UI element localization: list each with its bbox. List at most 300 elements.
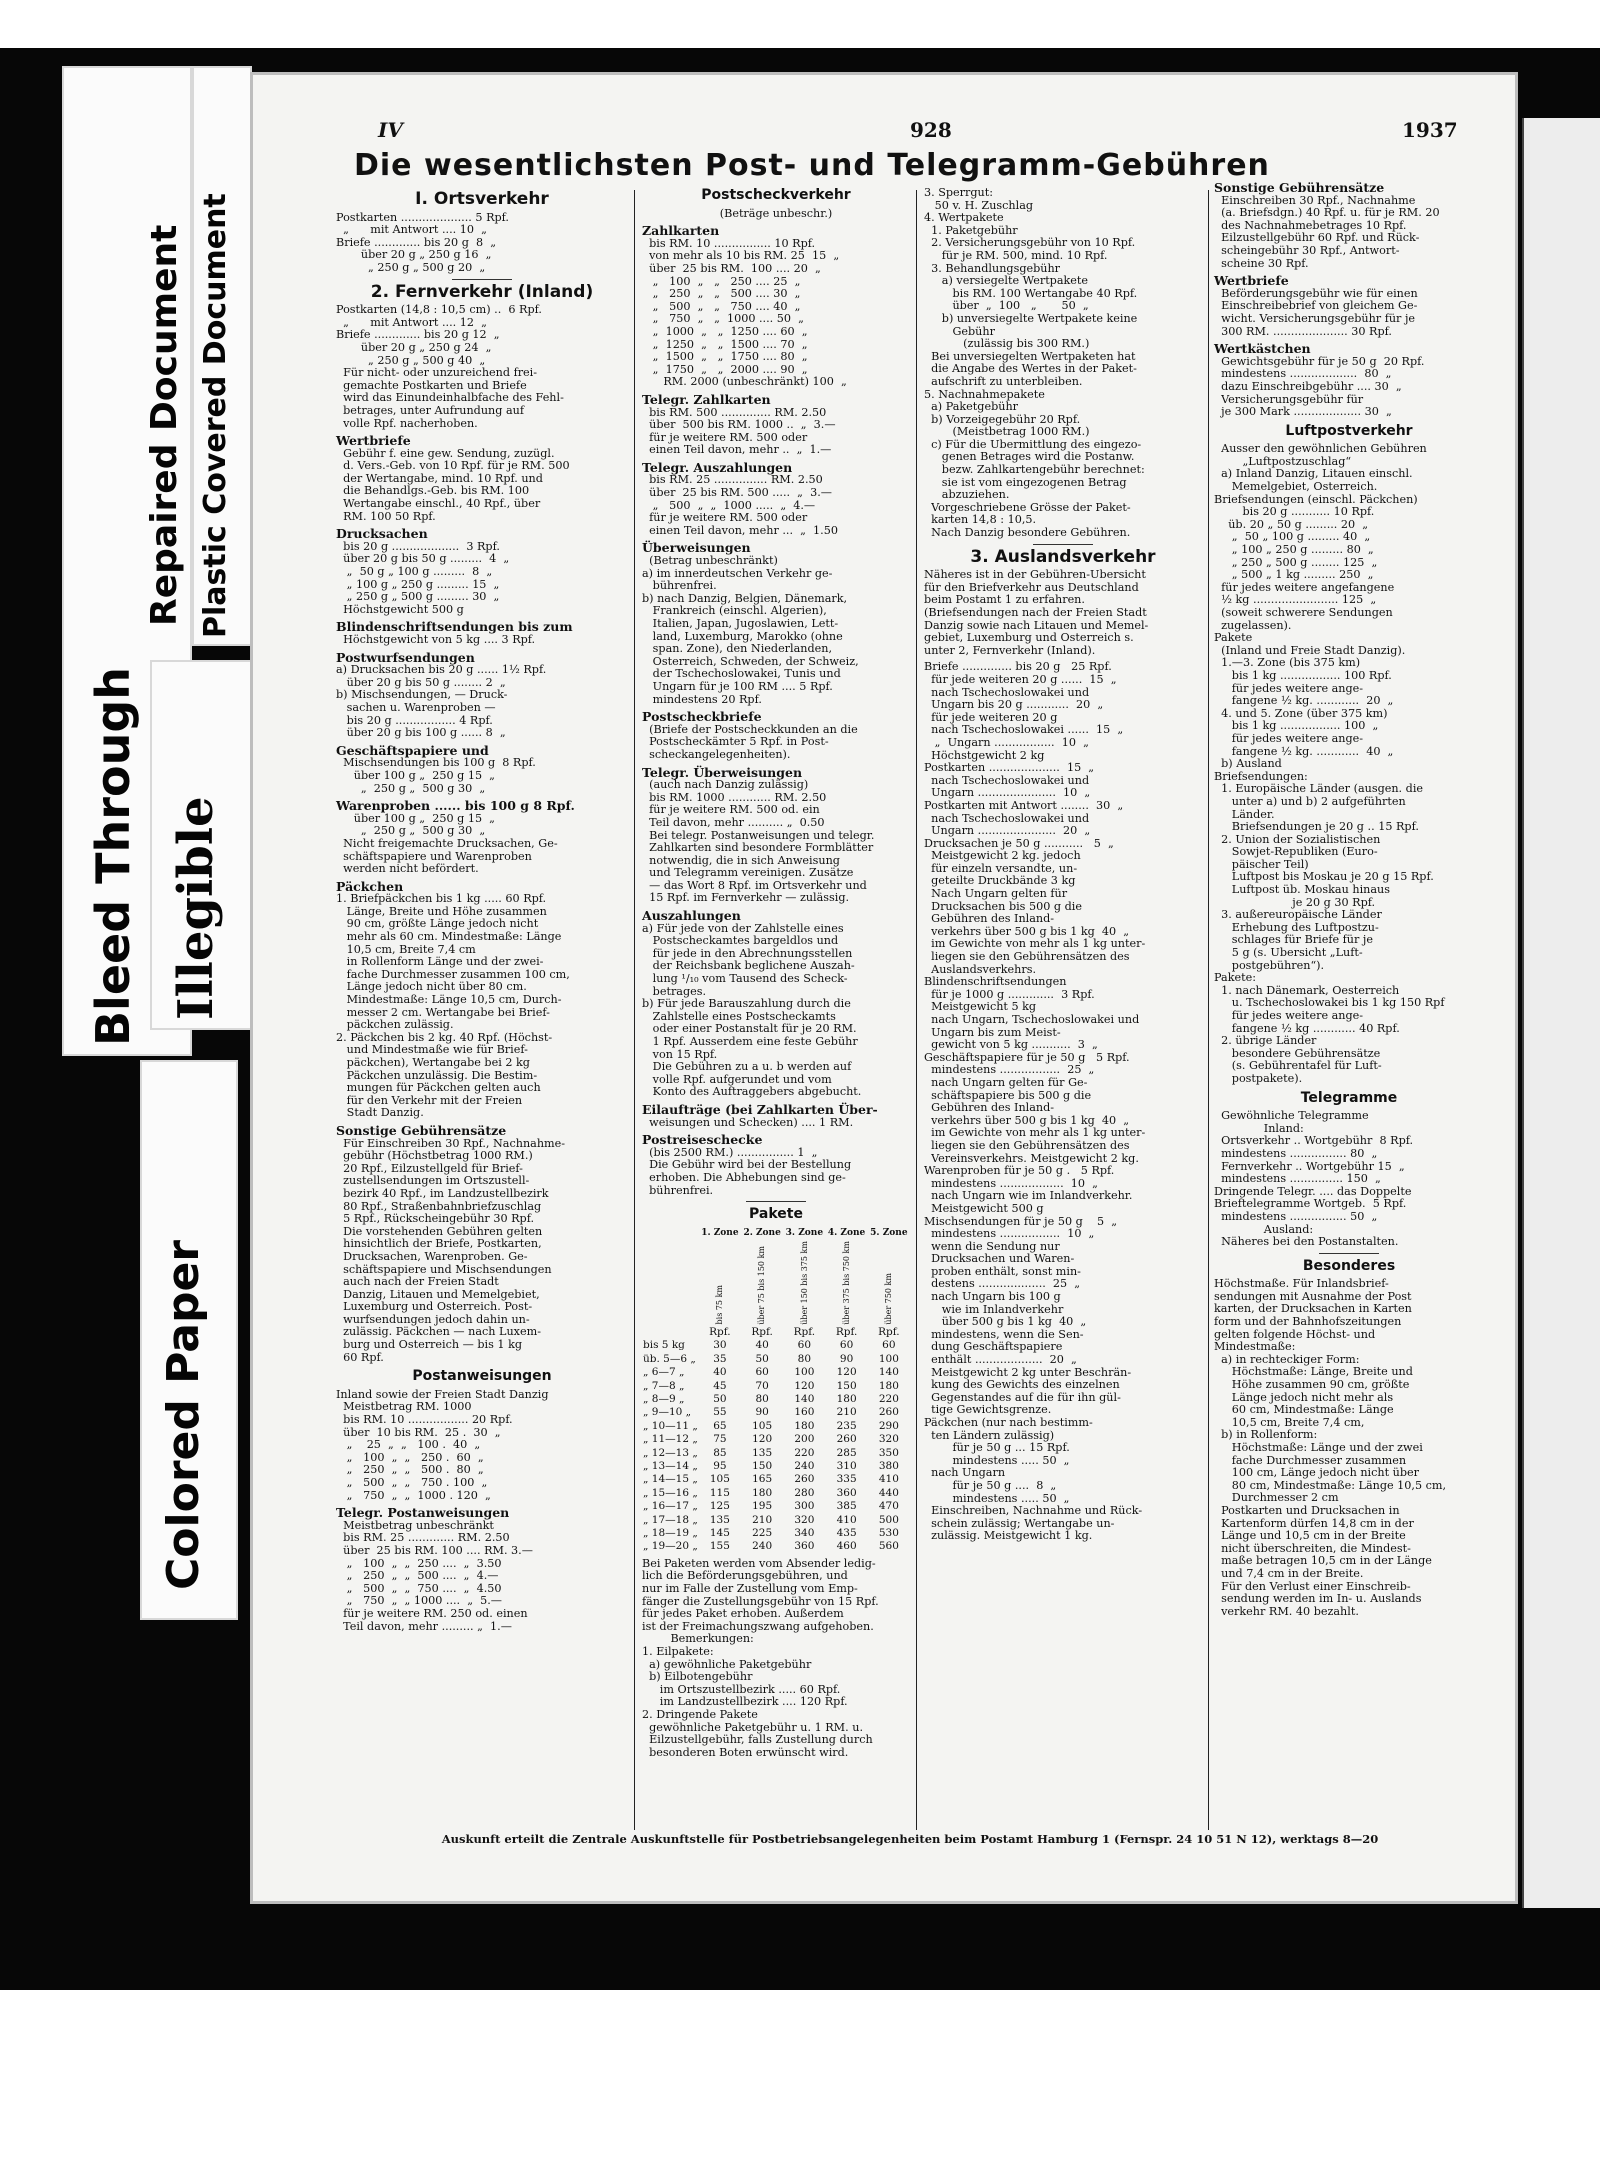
text-line: bis 20 g ................... 3 Rpf. [336, 540, 500, 553]
text-line: Konto des Auftraggebers abgebucht. [642, 1086, 862, 1099]
text-line: 10,5 cm, Breite 7,4 cm, [1214, 1416, 1365, 1429]
table-cell: 155 [709, 1540, 730, 1553]
page-number: 928 [910, 118, 952, 142]
text-line: päischer Teil) [1214, 858, 1309, 871]
text-line: „ 50 „ 100 g ......... 40 „ [1214, 531, 1371, 544]
table-cell: 320 [794, 1513, 815, 1526]
table-cell: 140 [878, 1366, 899, 1379]
text-line: 300 RM. ..................... 30 Rpf. [1214, 325, 1392, 338]
text-line: Teil davon, mehr ......... „ 1.— [336, 1620, 512, 1633]
text-line: notwendig, die in sich Anweisung [642, 854, 840, 867]
text-line: Postkarten .................... 15 „ [924, 762, 1095, 775]
table-cell: „ 10—11 „ [643, 1419, 698, 1432]
text-line: bis RM. 100 Wertangabe 40 Rpf. [924, 287, 1138, 300]
text-line: lung ¹/₁₀ vom Tausend des Scheck- [642, 973, 848, 986]
text-line: über 20 g „ 250 g 24 „ [336, 341, 492, 354]
table-cell: 140 [794, 1392, 815, 1405]
table-cell: 360 [836, 1486, 857, 1499]
text-line: liegen sie den Gebührensätzen des [924, 1139, 1130, 1152]
auslandsverkehr-intro [924, 569, 1202, 657]
text-line: Gewöhnliche Telegramme [1214, 1110, 1369, 1123]
document-page [250, 72, 1518, 1904]
table-row [642, 1473, 910, 1486]
text-line: „ 250 „ „ 500 .... „ 4.— [336, 1570, 499, 1583]
text-line: volle Rpf. aufgerundet und vom [642, 1073, 832, 1086]
table-cell: „ 16—17 „ [643, 1500, 698, 1513]
text-line: Die vorstehenden Gebühren gelten [336, 1225, 543, 1238]
text-line: 2. Dringende Pakete [642, 1708, 758, 1721]
text-line: tige Gewichtsgrenze. [924, 1404, 1052, 1417]
text-line: Zahlstelle eines Postscheckamts [642, 1010, 836, 1023]
text-line: Meistbetrag unbeschränkt [336, 1519, 494, 1532]
table-cell: 225 [752, 1526, 773, 1539]
table-row [642, 1433, 910, 1446]
text-line: päckchen zulässig. [336, 1019, 454, 1032]
unit-header: Rpf. [793, 1325, 816, 1338]
text-line: 2. übrige Länder [1214, 1035, 1317, 1048]
text-line: mindestens 20 Rpf. [642, 693, 762, 706]
text-line: a) Drucksachen bis 20 g ...... 1½ Rpf. [336, 664, 547, 677]
text-line: Päckchen (nur nach bestimm- [924, 1417, 1093, 1429]
zone-header: 4. Zone [827, 1227, 866, 1238]
table-cell: 45 [713, 1379, 727, 1392]
text-line: wie im Inlandverkehr [924, 1303, 1064, 1316]
text-line: (soweit schwerere Sendungen [1214, 607, 1393, 619]
text-line: Drucksachen und Waren- [924, 1253, 1075, 1266]
table-cell: 150 [752, 1459, 773, 1472]
table-cell: 40 [755, 1339, 769, 1352]
eilauftraege-lines [642, 1117, 910, 1130]
table-cell: 200 [794, 1433, 815, 1446]
text-line: 1.—3. Zone (bis 375 km) [1214, 657, 1361, 670]
table-cell: 95 [713, 1459, 727, 1472]
text-line: gemachte Postkarten und Briefe [336, 379, 527, 392]
text-line: Gebühr f. eine gew. Sendung, zuzügl. [336, 447, 555, 460]
text-line: „ 500 „ 1 kg ......... 250 „ [1214, 569, 1374, 582]
telegramme-lines [1214, 1110, 1484, 1249]
text-line: Eilzustellgebühr, falls Zustellung durch [642, 1734, 873, 1747]
label-card-colored-paper [140, 1060, 238, 1620]
text-line: über 10 bis RM. 25 . 30 „ [336, 1426, 501, 1439]
text-line: Bemerkungen: [642, 1633, 754, 1646]
text-line: 80 cm, Mindestmaße: Länge 10,5 cm, [1214, 1479, 1447, 1492]
text-line: dung Geschäftspapiere [924, 1341, 1063, 1354]
table-cell: 120 [836, 1366, 857, 1379]
text-line: oder einer Postanstalt für je 20 RM. [642, 1023, 857, 1036]
text-line: Dringende Telegr. .... das Doppelte [1214, 1185, 1412, 1198]
text-line: Briefe .............. bis 20 g 25 Rpf. [924, 661, 1112, 674]
text-line: Höhe zusammen 90 cm, größte [1214, 1379, 1410, 1392]
text-line: nicht überschreiten, die Mindest- [1214, 1542, 1411, 1555]
label-bleed-through: Bleed Through [86, 666, 140, 1046]
text-line: 1. Europäische Länder (ausgen. die [1214, 783, 1424, 796]
text-line: Inland: [1214, 1122, 1304, 1135]
text-line: Höchstmaße: Länge, Breite und [1214, 1366, 1413, 1379]
text-line: Die Gebühr wird bei der Bestellung [642, 1159, 852, 1172]
subtitle-warenproben: Warenproben ...... bis 100 g 8 Rpf. [336, 798, 575, 814]
table-cell: 180 [752, 1486, 773, 1499]
zone-distance: bis 75 km [715, 1285, 725, 1325]
text-line: c) Für die Übermittlung des eingezo- [924, 438, 1142, 451]
text-line: gebiet, Luxemburg und Österreich s. [924, 632, 1134, 645]
table-cell: 35 [713, 1352, 727, 1365]
text-line: maße betragen 10,5 cm in der Länge [1214, 1555, 1432, 1568]
text-line: Briefsendungen je 20 g .. 15 Rpf. [1214, 821, 1419, 834]
text-line: bis 1 kg ................. 100 Rpf. [1214, 669, 1392, 682]
table-cell: 360 [794, 1540, 815, 1553]
text-line: Durchmesser 2 cm [1214, 1492, 1339, 1505]
text-line: über 20 g bis 50 g ......... 4 „ [336, 553, 510, 566]
text-line: Länge jedoch nicht über 80 cm. [336, 981, 527, 994]
table-cell: üb. 5—6 „ [643, 1352, 696, 1365]
page-title: Die wesentlichsten Post- und Telegramm-Gebühren [354, 148, 1270, 183]
subtitle-sonstige: Sonstige Gebührensätze [336, 1122, 507, 1138]
zone-distance: über 75 bis 150 km [757, 1246, 767, 1325]
table-cell: 120 [752, 1433, 773, 1446]
table-cell: 85 [713, 1446, 727, 1459]
text-line: mehr als 60 cm. Mindestmaße: Länge [336, 931, 562, 944]
text-line: Bei telegr. Postanweisungen und telegr. [642, 829, 875, 842]
telegr-zahlkarten-lines [642, 407, 910, 457]
text-line: der Wertangabe, mind. 10 Rpf. und [336, 472, 543, 485]
table-cell: „ 12—13 „ [643, 1446, 698, 1459]
text-line: Länge jedoch nicht mehr als [1214, 1391, 1394, 1404]
text-line: Ungarn ...................... 20 „ [924, 825, 1091, 838]
table-row [642, 1514, 910, 1527]
text-line: „ 750 „ „ 1000 . 120 „ [336, 1489, 491, 1502]
text-line: 20 Rpf., Eilzustellgeld für Brief- [336, 1162, 523, 1175]
table-cell: 210 [752, 1513, 773, 1526]
text-line: „ 100 „ 250 g ......... 80 „ [1214, 544, 1374, 557]
text-line: postpakete). [1214, 1072, 1303, 1085]
text-line: b) Vorzeigegebühr 20 Rpf. [924, 413, 1081, 426]
text-line: 10,5 cm, Breite 7,4 cm [336, 943, 476, 956]
table-cell: 290 [878, 1419, 899, 1432]
text-line: päckchen), Wertangabe bei 2 kg [336, 1057, 530, 1069]
text-line: a) gewöhnliche Paketgebühr [642, 1658, 812, 1671]
text-line: mindestens ................... 80 „ [1214, 368, 1392, 381]
text-line: Einschreiben, Nachnahme und Rück- [924, 1505, 1143, 1518]
subtitle-ueberweisungen: Überweisungen [642, 540, 751, 556]
text-line: „ 250 „ „ 500 .... 30 „ [642, 288, 801, 301]
text-line: Versicherungsgebühr für [1214, 393, 1364, 406]
subtitle-postreiseschecke: Postreiseschecke [642, 1132, 763, 1148]
subtitle-sonstige-ausland: Sonstige Gebührensätze [1214, 180, 1385, 195]
text-line: Höchstmaße. Für Inlandsbrief- [1214, 1278, 1389, 1291]
table-cell: 60 [755, 1366, 769, 1379]
text-line: Vorgeschriebene Grösse der Paket- [924, 501, 1131, 514]
text-line: wird das Einundeinhalbfache des Fehl- [336, 392, 564, 405]
table-cell: „ 18—19 „ [643, 1526, 698, 1539]
zone-distance: über 150 bis 375 km [799, 1241, 809, 1325]
text-line: Einschreiben 30 Rpf., Nachnahme [1214, 194, 1416, 207]
text-line: zulässig. Päckchen — nach Luxem- [336, 1326, 541, 1339]
text-line: fangene ½ kg. ............ 40 „ [1214, 745, 1394, 758]
text-line: genen Betrages wird die Postanw. [924, 451, 1135, 464]
text-line: besonderen Boten erwünscht wird. [642, 1746, 849, 1759]
wertpakete-lines [924, 187, 1202, 540]
text-line: bis RM. 1000 ............ RM. 2.50 [642, 791, 827, 804]
text-line: destens ................... 25 „ [924, 1278, 1081, 1291]
text-line: Sowjet-Republiken (Euro- [1214, 846, 1378, 859]
table-cell: „ 14—15 „ [643, 1473, 698, 1486]
text-line: „ 1000 „ „ 1250 .... 60 „ [642, 325, 808, 338]
label-colored-paper: Colored Paper [158, 1240, 209, 1590]
zone-distance: über 750 km [884, 1273, 894, 1325]
text-line: wurfsendungen jedoch dahin un- [336, 1313, 530, 1326]
sonstige-lines [336, 1138, 628, 1365]
text-line: d. Vers.-Geb. von 10 Rpf. für je RM. 500 [336, 460, 570, 473]
text-line: Länge und 10,5 cm in der Breite [1214, 1530, 1406, 1543]
text-line: 2. Versicherungsgebühr von 10 Rpf. [924, 237, 1136, 250]
ortsverkehr-lines [336, 212, 628, 275]
subtitle-telegr-auszahlungen: Telegr. Auszahlungen [642, 459, 793, 475]
wertbriefe-lines [336, 448, 628, 524]
text-line: 1. nach Dänemark, Oesterreich [1214, 984, 1400, 997]
subtitle-drucksachen: Drucksachen [336, 526, 428, 542]
pakete-rate-table [642, 1227, 910, 1554]
text-line: 50 v. H. Zuschlag [924, 199, 1034, 212]
table-cell: 50 [755, 1352, 769, 1365]
table-cell: 410 [836, 1513, 857, 1526]
text-line: über 500 bis RM. 1000 .. „ 3.— [642, 419, 836, 432]
text-line: nach Ungarn [924, 1467, 1006, 1480]
text-line: „ 100 „ „ 250 .... „ 3.50 [336, 1557, 502, 1570]
text-line: schäftspapiere und Mischsendungen [336, 1263, 552, 1276]
text-line: (Betrag unbeschränkt) [642, 555, 778, 568]
telegr-ueberweisungen-lines [642, 779, 910, 905]
column-1 [336, 187, 628, 1633]
text-line: Länge, Breite und Höhe zusammen [336, 905, 547, 918]
text-line: „ 250 g „ 500 g 40 „ [336, 354, 486, 367]
unit-header: Rpf. [835, 1325, 858, 1338]
section-title-postscheck: Postscheckverkehr [701, 187, 851, 203]
roman-page-number: IV [378, 118, 403, 142]
text-line: des Nachnahmebetrages 10 Rpf. [1214, 219, 1407, 232]
text-line: mindestens ..... 50 „ [924, 1454, 1070, 1467]
text-line: Mischsendungen bis 100 g 8 Rpf. [336, 757, 536, 770]
text-line: für jedes weitere ange- [1214, 1010, 1364, 1022]
text-line: Danzig sowie nach Litauen und Memel- [924, 619, 1149, 632]
table-cell: 460 [836, 1540, 857, 1553]
text-line: Für nicht- oder unzureichend frei- [336, 367, 538, 380]
table-cell: 30 [713, 1339, 727, 1352]
table-row [642, 1339, 910, 1352]
subtitle-postwurf: Postwurfsendungen [336, 649, 475, 665]
text-line: bis 20 g ........... 10 Rpf. [1214, 506, 1375, 519]
text-line: liegen sie den Gebührensätzen des [924, 951, 1130, 964]
text-line: (Meistbetrag 1000 RM.) [924, 426, 1090, 439]
text-line: — das Wort 8 Rpf. im Ortsverkehr und [642, 879, 867, 892]
table-cell: 320 [878, 1433, 899, 1446]
text-line: schäftspapiere bis 500 g die [924, 1089, 1092, 1102]
text-line: 1 Rpf. Ausserdem eine feste Gebühr [642, 1036, 858, 1048]
text-line: zugelassen). [1214, 619, 1292, 632]
text-line: verkehrs über 500 g bis 1 kg 40 „ [924, 925, 1130, 938]
text-line: nach Tschechoslowakei und [924, 686, 1090, 699]
text-line: bezirk 40 Rpf., im Landzustellbezirk [336, 1187, 549, 1200]
text-line: bis RM. 25 ............... RM. 2.50 [642, 474, 823, 487]
text-line: mindestens ................ 50 „ [1214, 1210, 1378, 1223]
text-line: nach Ungarn bis 100 g [924, 1291, 1061, 1304]
text-line: für je weitere RM. 250 od. einen [336, 1607, 528, 1620]
section-title-pakete: Pakete [749, 1206, 803, 1223]
text-line: u. Tschechoslowakei bis 1 kg 150 Rpf [1214, 997, 1445, 1010]
zone-header: 5. Zone [870, 1227, 908, 1238]
text-line: karten 14,8 : 10,5. [924, 514, 1037, 527]
warenproben-lines [336, 813, 628, 876]
table-row [642, 1527, 910, 1540]
text-line: b) unversiegelte Wertpakete keine [924, 312, 1138, 325]
text-line: karten, der Drucksachen in Karten [1214, 1303, 1412, 1316]
subtitle-auszahlungen: Auszahlungen [642, 908, 741, 924]
table-cell: 80 [797, 1352, 812, 1365]
table-cell: 285 [836, 1446, 857, 1459]
text-line: schäftspapiere und Warenproben [336, 850, 532, 863]
text-line: Ortsverkehr .. Wortgebühr 8 Rpf. [1214, 1135, 1414, 1148]
text-line: postgebühren“). [1214, 959, 1325, 972]
text-line: Höchstgewicht von 5 kg .... 3 Rpf. [336, 634, 536, 646]
table-row [642, 1353, 910, 1366]
label-plastic-covered-document: Plastic Covered Document [198, 193, 233, 638]
text-line: b) nach Danzig, Belgien, Dänemark, [642, 592, 848, 605]
table-cell: 135 [709, 1513, 730, 1526]
table-cell: „ 13—14 „ [643, 1459, 698, 1472]
ueberweisungen-lines [642, 555, 910, 706]
text-line: a) Paketgebühr [924, 401, 1018, 414]
text-line: 5 Rpf., Rückscheingebühr 30 Rpf. [336, 1213, 535, 1226]
text-line: Länder. [1214, 808, 1275, 821]
text-line: sendung werden im In- u. Auslands [1214, 1593, 1422, 1606]
text-line: Mischsendungen für je 50 g 5 „ [924, 1215, 1118, 1228]
table-cell: „ 15—16 „ [643, 1486, 698, 1499]
text-line: Mindestmaße: Länge 10,5 cm, Durch- [336, 994, 562, 1007]
text-line: Bei Paketen werden vom Absender ledig- [642, 1557, 876, 1570]
text-line: a) in rechteckiger Form: [1214, 1353, 1360, 1366]
text-line: für je RM. 500, mind. 10 Rpf. [924, 249, 1108, 262]
column-3 [924, 187, 1202, 1543]
table-cell: 380 [878, 1459, 899, 1472]
label-card-plastic [192, 66, 252, 646]
text-line: hinsichtlich der Briefe, Postkarten, [336, 1238, 542, 1251]
text-line: Gebühren des Inland- [924, 913, 1055, 926]
text-line: burg und Österreich — bis 1 kg [336, 1339, 523, 1352]
text-line: über 20 g „ 250 g 16 „ [336, 249, 492, 262]
luftpost-lines [1214, 443, 1484, 1085]
text-line: Luftpost bis Moskau je 20 g 15 Rpf. [1214, 871, 1434, 884]
text-line: bis 1 kg ................. 100 „ [1214, 720, 1379, 733]
text-line: 1. Eilpakete: [642, 1645, 714, 1658]
table-cell: 180 [836, 1392, 857, 1405]
text-line: Höchstgewicht 2 kg [924, 749, 1045, 762]
text-line: für einzeln versandte, un- [924, 862, 1078, 875]
text-line: Danzig, Litauen und Memelgebiet, [336, 1288, 540, 1301]
table-row [642, 1406, 910, 1419]
text-line: ist der Freimachungszwang aufgehoben. [642, 1620, 874, 1633]
table-cell: 180 [878, 1379, 899, 1392]
text-line: besondere Gebührensätze [1214, 1047, 1381, 1060]
text-line: nur im Falle der Zustellung vom Emp- [642, 1582, 858, 1595]
text-line: RM. 2000 (unbeschränkt) 100 „ [642, 376, 847, 389]
zone-header: 2. Zone [743, 1227, 781, 1238]
text-line: und Mindestmaße wie für Brief- [336, 1044, 528, 1057]
text-line: 4. und 5. Zone (über 375 km) [1214, 707, 1388, 720]
text-line: form und der Bahnhofszeitungen [1214, 1316, 1402, 1329]
text-line: für je 1000 g ............. 3 Rpf. [924, 988, 1095, 1001]
text-line: über 20 g bis 100 g ...... 8 „ [336, 727, 506, 740]
label-illegible: Illegible [168, 796, 224, 1020]
text-line: Nach Ungarn gelten für [924, 888, 1068, 901]
table-cell: 260 [878, 1406, 899, 1419]
text-line: Für Einschreiben 30 Rpf., Nachnahme- [336, 1137, 566, 1150]
text-line: wenn die Sendung nur [924, 1240, 1060, 1253]
text-line: Bei unversiegelten Wertpaketen hat [924, 350, 1136, 363]
text-line: Postscheckamtes bargeldlos und [642, 935, 839, 948]
text-line: für jedes weitere angefangene [1214, 581, 1395, 594]
text-line: Briefsendungen (einschl. Päckchen) [1214, 493, 1418, 506]
text-line: (Inland und Freie Stadt Danzig). [1214, 644, 1406, 657]
text-line: (Briefe der Postscheckkunden an die [642, 723, 858, 736]
table-cell: 150 [836, 1379, 857, 1392]
text-line: Ungarn ...................... 10 „ [924, 787, 1091, 800]
text-line: aufschrift zu unterbleiben. [924, 375, 1083, 388]
unit-header: Rpf. [878, 1325, 900, 1338]
text-line: in Rollenform Länge und der zwei- [336, 956, 544, 969]
text-line: üb. 20 „ 50 g ......... 20 „ [1214, 518, 1369, 531]
text-line: „ 250 g „ 500 g 30 „ [336, 782, 486, 795]
section-title-telegramme: Telegramme [1300, 1089, 1398, 1106]
text-line: Drucksachen je 50 g ........... 5 „ [924, 837, 1114, 850]
text-line: einen Teil davon, mehr ... „ 1.50 [642, 524, 838, 537]
text-line: „ mit Antwort .... 12 „ [336, 316, 487, 329]
text-line: b) in Rollenform: [1214, 1429, 1318, 1442]
table-cell: 180 [794, 1419, 815, 1432]
text-line: 15 Rpf. im Fernverkehr — zulässig. [642, 892, 850, 905]
text-line: erhoben. Die Abhebungen sind ge- [642, 1171, 846, 1184]
text-line: über 100 g „ 250 g 15 „ [336, 769, 495, 782]
text-line: fänger die Zustellungsgebühr von 15 Rpf. [642, 1595, 879, 1608]
text-line: 5 g (s. Übersicht „Luft- [1214, 947, 1363, 960]
text-line: unter 2, Fernverkehr (Inland). [924, 644, 1096, 657]
text-line: scheckangelegenheiten). [642, 748, 791, 761]
text-line: bis RM. 10 ................. 20 Rpf. [336, 1414, 513, 1427]
text-line: Näheres bei den Postanstalten. [1214, 1236, 1399, 1249]
text-line: über 500 g bis 1 kg 40 „ [924, 1316, 1087, 1329]
text-line: bis RM. 25 ............. RM. 2.50 [336, 1532, 510, 1545]
text-line: „ Ungarn ................. 10 „ [924, 736, 1089, 749]
label-repaired-document: Repaired Document [144, 224, 185, 626]
table-cell: 530 [878, 1526, 899, 1539]
text-line: „ 100 g „ 250 g ......... 15 „ [336, 578, 500, 591]
text-line: „ 1750 „ „ 2000 .... 90 „ [642, 363, 808, 376]
text-line: scheingebühr 30 Rpf., Antwort- [1214, 244, 1400, 257]
text-line: über 25 bis RM. 500 ..... „ 3.— [642, 487, 832, 500]
column-divider [1208, 190, 1209, 1830]
text-line: Höchstmaße: Länge und der zwei [1214, 1442, 1423, 1454]
text-line: Postkarten mit Antwort ........ 30 „ [924, 799, 1124, 812]
table-cell: 105 [752, 1419, 773, 1432]
table-cell: 145 [709, 1526, 730, 1539]
postanweisungen-lines [336, 1389, 628, 1502]
text-line: Kartenform dürfen 14,8 cm in der [1214, 1517, 1414, 1530]
subtitle-zahlkarten: Zahlkarten [642, 223, 720, 239]
text-line: zulässig. Meistgewicht 1 kg. [924, 1530, 1093, 1543]
section-title-postanweisungen: Postanweisungen [412, 1368, 552, 1385]
text-line: weisungen und Schecken) .... 1 RM. [642, 1116, 854, 1129]
text-line: Mindestmaße: [1214, 1341, 1296, 1354]
text-line: „ 500 „ „ 750 . 100 „ [336, 1477, 488, 1489]
table-row [642, 1393, 910, 1406]
